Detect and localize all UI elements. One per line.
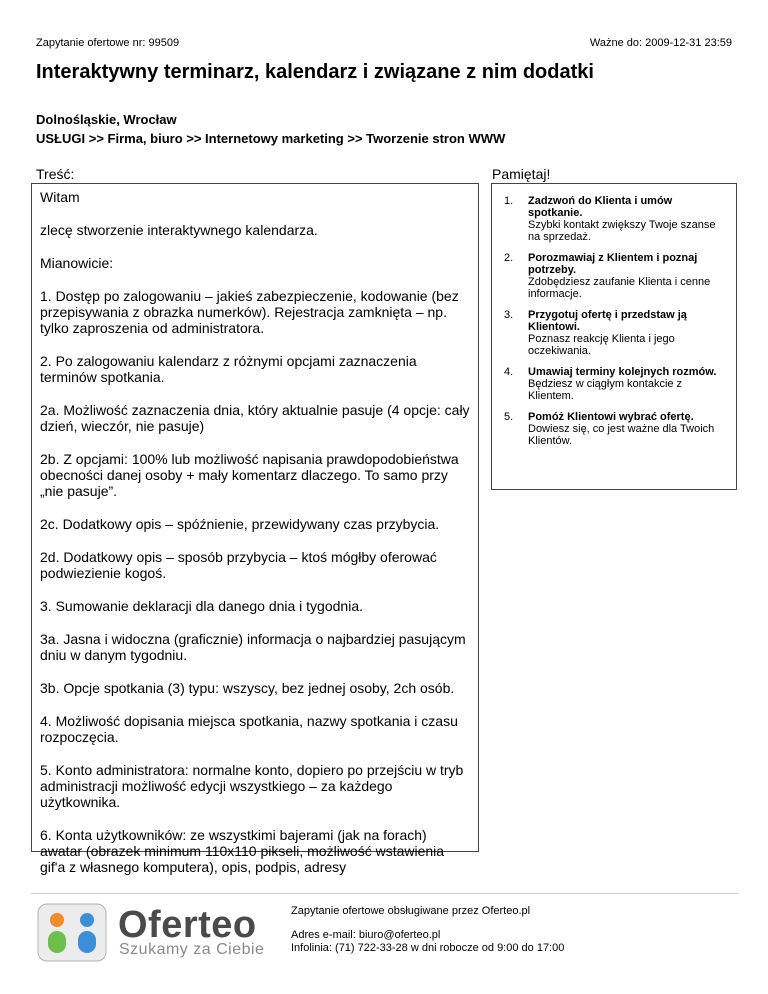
tip-number: 1. bbox=[504, 195, 514, 207]
content-paragraph: 3b. Opcje spotkania (3) typu: wszyscy, bez jednej osoby, 2ch osób. bbox=[40, 680, 455, 696]
tip-item bbox=[504, 366, 728, 402]
logo-body-blue bbox=[78, 931, 96, 953]
content-paragraph: 2b. Z opcjami: 100% lub możliwość napisania prawdopodobieństwa obecności danej osoby + mały komentarz dlaczego. To samo przy „nie pasuje”. bbox=[40, 451, 459, 499]
content-label: Treść: bbox=[36, 166, 75, 182]
content-paragraph: zlecę stworzenie interaktywnego kalendarza. bbox=[40, 222, 318, 238]
content-paragraph: 6. Konta użytkowników: ze wszystkimi bajerami (jak na forach) awatar (obrazek minimum 110x110 pikseli, możliwość wstawienia gif'a z własnego komputera), opis, podpis, adresy bbox=[40, 827, 445, 875]
content-paragraph: 2. Po zalogowaniu kalendarz z różnymi opcjami zaznaczenia terminów spotkania. bbox=[40, 353, 417, 385]
footer-divider bbox=[31, 893, 738, 894]
tip-number: 5. bbox=[504, 411, 514, 423]
tip-item bbox=[504, 411, 728, 447]
logo-head-orange bbox=[50, 913, 64, 927]
request-number: Zapytanie ofertowe nr: 99509 bbox=[36, 37, 180, 49]
brand-name: Oferteo bbox=[118, 904, 257, 946]
logo-body-green bbox=[48, 931, 66, 953]
category-breadcrumb: USŁUGI >> Firma, biuro >> Internetowy marketing >> Tworzenie stron WWW bbox=[36, 131, 506, 146]
content-box bbox=[31, 183, 479, 875]
footer-service-text: Zapytanie ofertowe obsługiwane przez Oferteo.pl bbox=[291, 905, 531, 917]
tip-text: Zdobędziesz zaufanie Klienta i cenne informacje. bbox=[528, 276, 711, 300]
tip-item bbox=[504, 195, 728, 243]
location: Dolnośląskie, Wrocław bbox=[36, 112, 177, 127]
tip-text: Poznasz reakcję Klienta i jego oczekiwania. bbox=[528, 333, 675, 357]
remember-label: Pamiętaj! bbox=[492, 166, 551, 182]
content-paragraph: 3. Sumowanie deklaracji dla danego dnia i tygodnia. bbox=[40, 598, 363, 614]
footer-email: Adres e-mail: biuro@oferteo.pl bbox=[291, 929, 441, 941]
content-paragraph: Witam bbox=[40, 189, 80, 205]
tip-item bbox=[504, 252, 728, 300]
tip-title: Przygotuj ofertę i przedstaw ją Klientowi. bbox=[528, 309, 687, 333]
content-paragraph: 2d. Dodatkowy opis – sposób przybycia – ktoś mógłby oferować podwiezienie kogoś. bbox=[40, 549, 437, 581]
content-paragraph: 3a. Jasna i widoczna (graficznie) informacja o najbardziej pasującym dniu w danym tygodniu. bbox=[40, 631, 466, 663]
tip-text: Będziesz w ciągłym kontakcie z Klientem. bbox=[528, 378, 683, 402]
content-paragraph: Mianowicie: bbox=[40, 255, 114, 271]
tip-title: Porozmawiaj z Klientem i poznaj potrzeby. bbox=[528, 252, 698, 276]
tip-title: Zadzwoń do Klienta i umów spotkanie. bbox=[528, 195, 673, 219]
tips-list bbox=[504, 195, 728, 447]
tip-number: 3. bbox=[504, 309, 514, 321]
valid-until: Ważne do: 2009-12-31 23:59 bbox=[589, 37, 732, 49]
tip-title: Pomóż Klientowi wybrać ofertę. bbox=[528, 411, 694, 423]
tip-title: Umawiaj terminy kolejnych rozmów. bbox=[528, 366, 717, 378]
brand-tagline: Szukamy za Ciebie bbox=[119, 941, 265, 958]
remember-tips-box bbox=[491, 183, 737, 490]
content-paragraph: 2a. Możliwość zaznaczenia dnia, który aktualnie pasuje (4 opcje: cały dzień, wieczór, nie pasuje) bbox=[40, 402, 470, 434]
logo-head-blue bbox=[80, 913, 94, 927]
footer-phone: Infolinia: (71) 722-33-28 w dni robocze od 9:00 do 17:00 bbox=[291, 942, 565, 954]
tip-text: Szybki kontakt zwiększy Twoje szanse na sprzedaż. bbox=[528, 219, 716, 243]
tip-number: 4. bbox=[504, 366, 514, 378]
tip-text: Dowiesz się, co jest ważne dla Twoich Klientów. bbox=[528, 423, 715, 447]
content-paragraph: 5. Konto administratora: normalne konto, dopiero po przejściu w tryb administracji możliwość edycji wszystkiego – za każdego użytkownika. bbox=[40, 762, 464, 810]
page-title: Interaktywny terminarz, kalendarz i związane z nim dodatki bbox=[36, 61, 594, 83]
tip-number: 2. bbox=[504, 252, 514, 264]
content-paragraph: 4. Możliwość dopisania miejsca spotkania, nazwy spotkania i czasu rozpoczęcia. bbox=[40, 713, 458, 745]
content-paragraph: 2c. Dodatkowy opis – spóźnienie, przewidywany czas przybycia. bbox=[40, 516, 440, 532]
tip-item bbox=[504, 309, 728, 357]
content-paragraph: 1. Dostęp po zalogowaniu – jakieś zabezpieczenie, kodowanie (bez przepisywania z obrazka numerków). Rejestracja zamknięta – np. tylko zaproszenia od administratora. bbox=[40, 288, 459, 336]
